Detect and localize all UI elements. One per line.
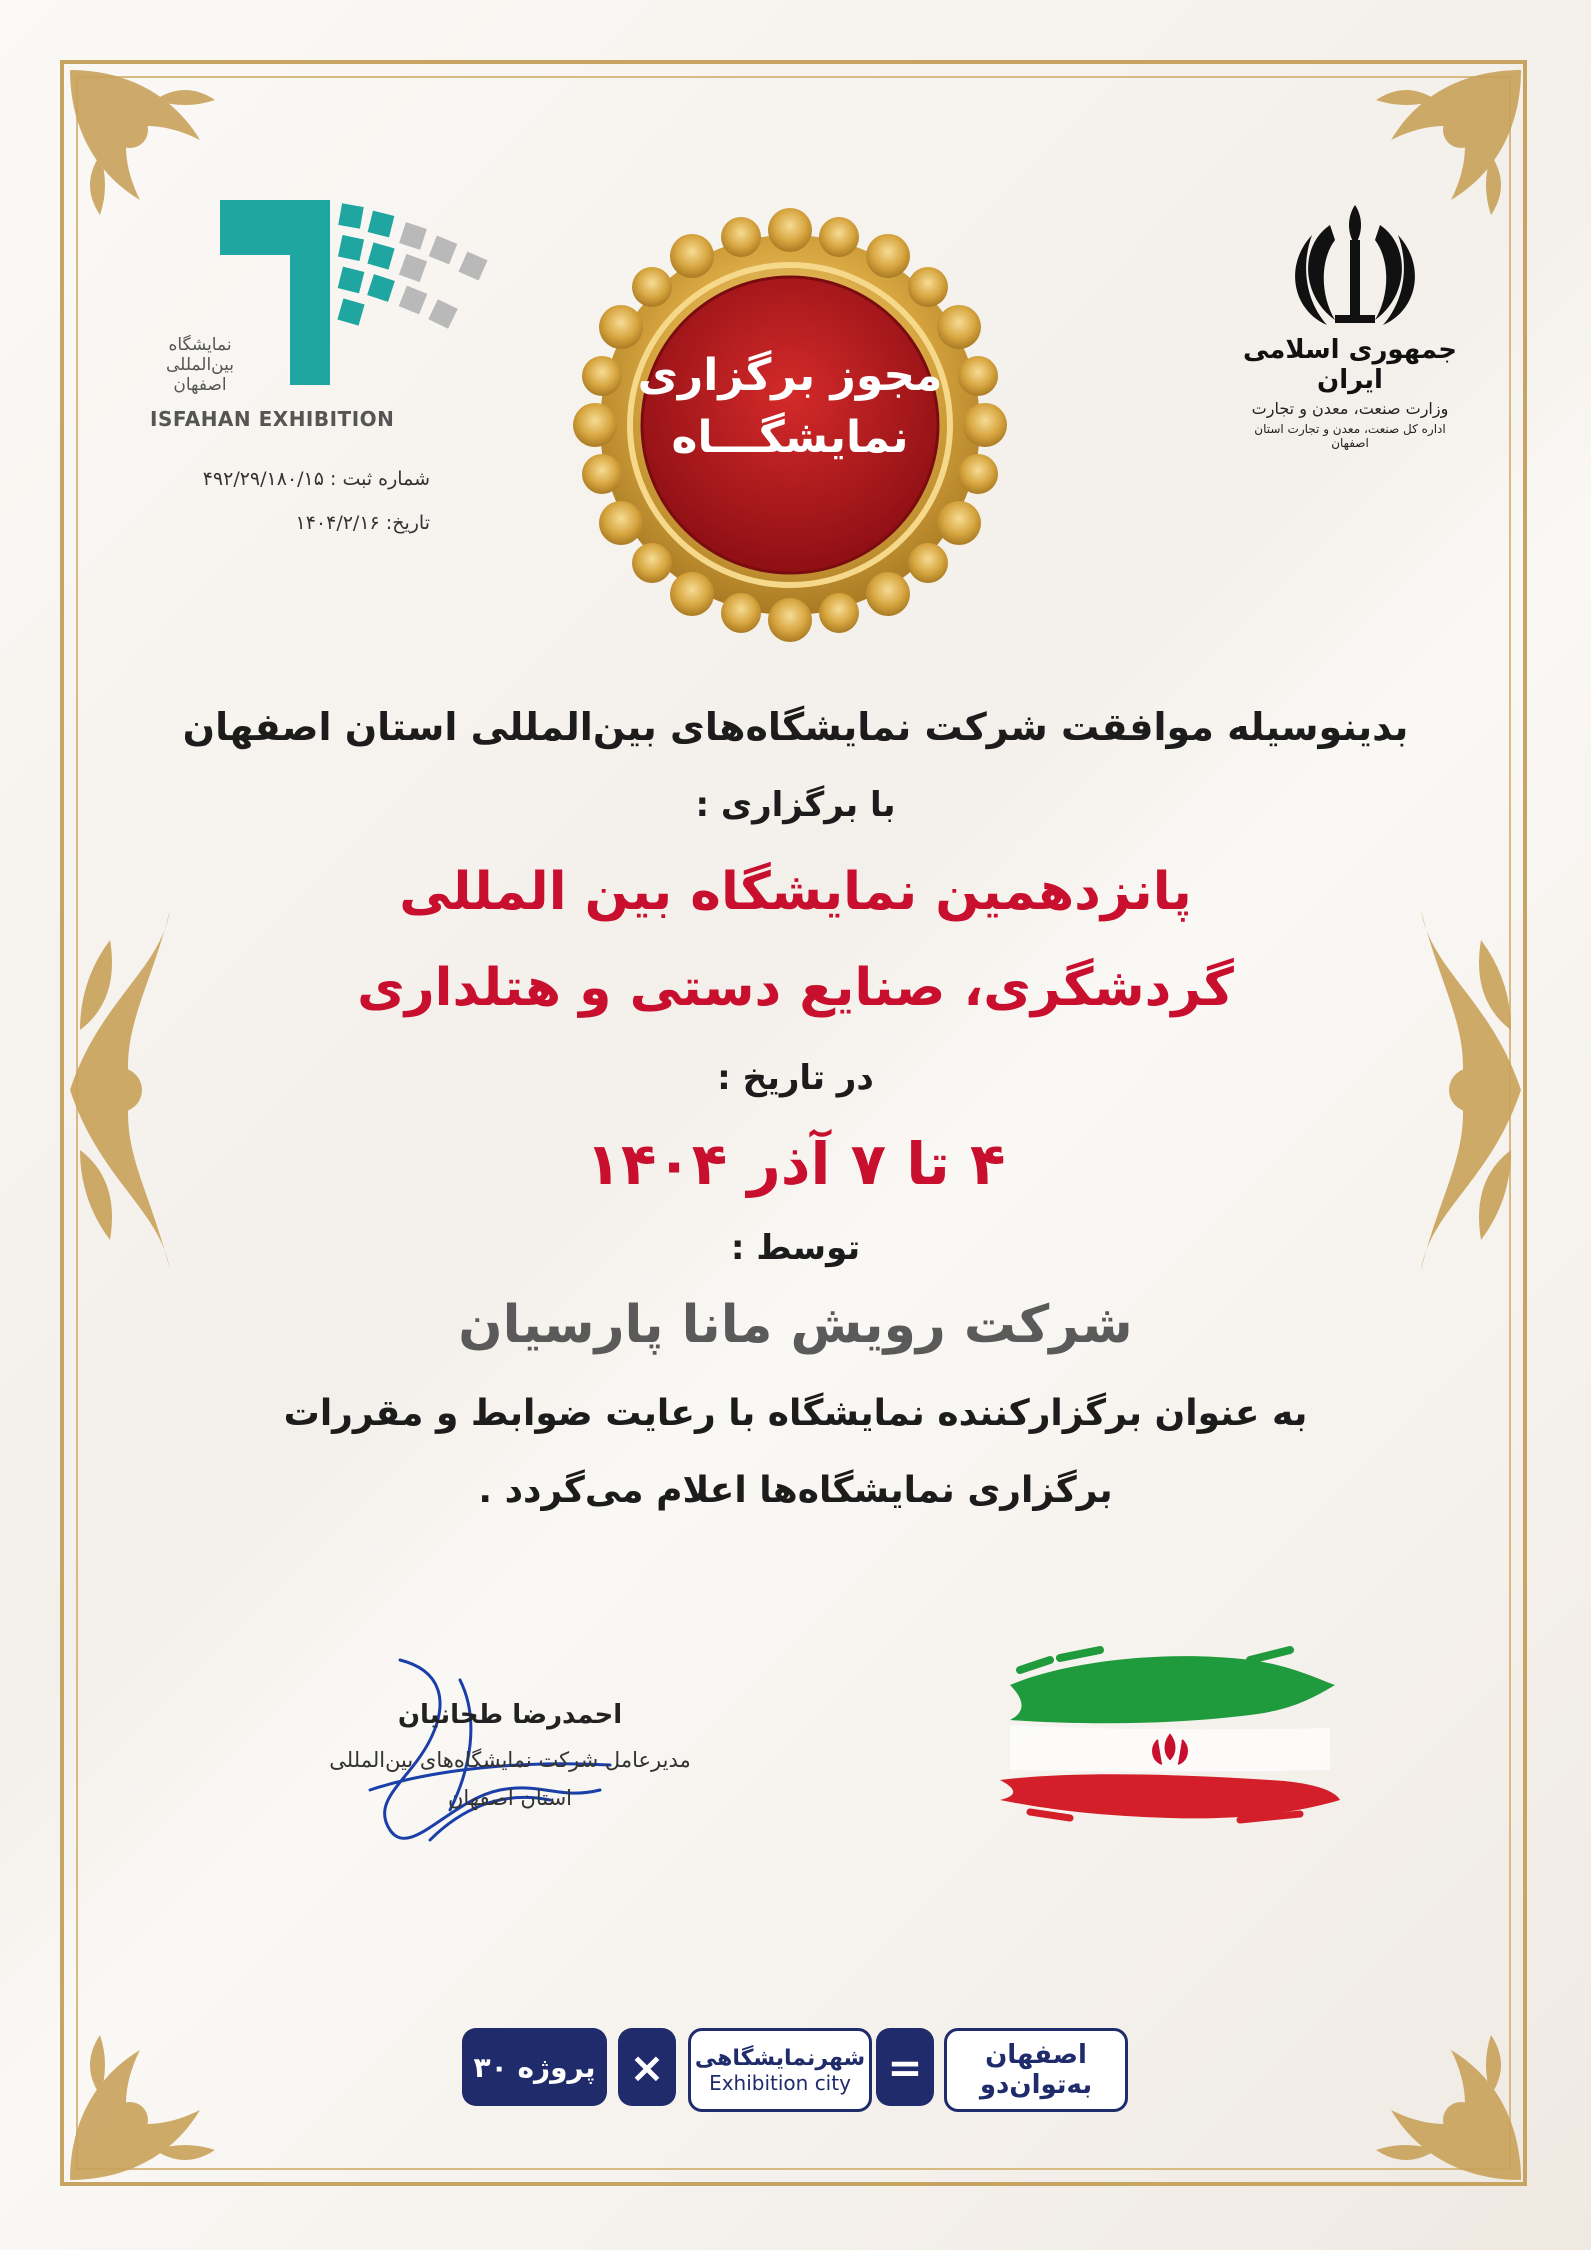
ministry-line-1: جمهوری اسلامی ایران [1242, 335, 1458, 395]
registration-number: شماره ثبت : ۴۹۲/۲۹/۱۸۰/۱۵ [202, 468, 430, 490]
logo-fa-line-2: بین‌المللی [166, 355, 234, 375]
signer-title-line-2: استان اصفهان [447, 1786, 573, 1810]
isfahan-exhibition-en-text: ISFAHAN EXHIBITION [150, 407, 395, 431]
permit-seal [570, 205, 1010, 645]
exhibition-title-line-2: گردشگری، صنایع دستی و هتلداری [357, 958, 1234, 1018]
exhibition-city-fa: شهرنمایشگاهی [694, 2045, 866, 2071]
signer-title-line-1: مدیرعامل شرکت نمایشگاه‌های بین‌المللی [329, 1748, 691, 1772]
exhibition-city-badge [688, 2028, 872, 2112]
exhibition-city-en: Exhibition city [709, 2070, 851, 2095]
isfahan-exhibition-fa-text [150, 335, 250, 395]
logo-fa-line-1: نمایشگاه [168, 335, 232, 355]
organizer-company: شرکت رویش مانا پارسیان [458, 1295, 1133, 1355]
with-holding-label: با برگزاری : [695, 785, 896, 825]
times-badge [618, 2028, 676, 2106]
times-symbol: × [629, 2042, 665, 2092]
projects-badge-label: ۳۰ پروژه [473, 2050, 596, 2084]
isfahan-squared-line-2: به‌توان‌دو [979, 2070, 1093, 2100]
signature-block [270, 1640, 750, 1880]
by-label: توسط : [730, 1228, 861, 1268]
isfahan-exhibition-logo [150, 195, 490, 435]
exhibition-dates: ۴ تا ۷ آذر ۱۴۰۴ [585, 1130, 1006, 1198]
signer-name: احمدرضا طحانیان [397, 1700, 623, 1730]
seal-text [570, 345, 1010, 469]
equals-symbol: = [887, 2042, 923, 2092]
closing-text-line-2: برگزاری نمایشگاه‌ها اعلام می‌گردد . [478, 1470, 1113, 1511]
iran-flag-icon [990, 1630, 1350, 1860]
date-intro-label: در تاریخ : [717, 1058, 874, 1098]
isfahan-squared-line-1: اصفهان [985, 2040, 1087, 2070]
iran-emblem-icon [1290, 195, 1420, 325]
isfahan-squared-badge [944, 2028, 1128, 2112]
ministry-line-2: وزارت صنعت، معدن و تجارت [1251, 399, 1449, 418]
closing-text-line-1: به عنوان برگزارکننده نمایشگاه با رعایت ضوابط و مقررات [283, 1393, 1308, 1434]
ornament-bottom-left-icon [60, 2000, 250, 2190]
intro-text: بدینوسیله موافقت شرکت نمایشگاه‌های بین‌المللی استان اصفهان [182, 705, 1409, 749]
seal-line-2: نمایشگـــاه [671, 412, 909, 463]
ministry-line-3: اداره کل صنعت، معدن و تجارت استان اصفهان [1254, 422, 1446, 450]
ornament-bottom-right-icon [1341, 2000, 1531, 2190]
ministry-logo [1240, 195, 1460, 450]
registration-date: تاریخ: ۱۴۰۴/۲/۱۶ [295, 512, 430, 534]
equals-badge [876, 2028, 934, 2106]
exhibition-title-line-1: پانزدهمین نمایشگاه بین المللی [399, 862, 1192, 922]
isfahan-exhibition-mark-icon [210, 195, 490, 385]
seal-line-1: مجوز برگزاری [637, 350, 943, 401]
projects-badge [462, 2028, 607, 2106]
logo-fa-line-3: اصفهان [173, 375, 227, 395]
ministry-text [1240, 335, 1460, 450]
